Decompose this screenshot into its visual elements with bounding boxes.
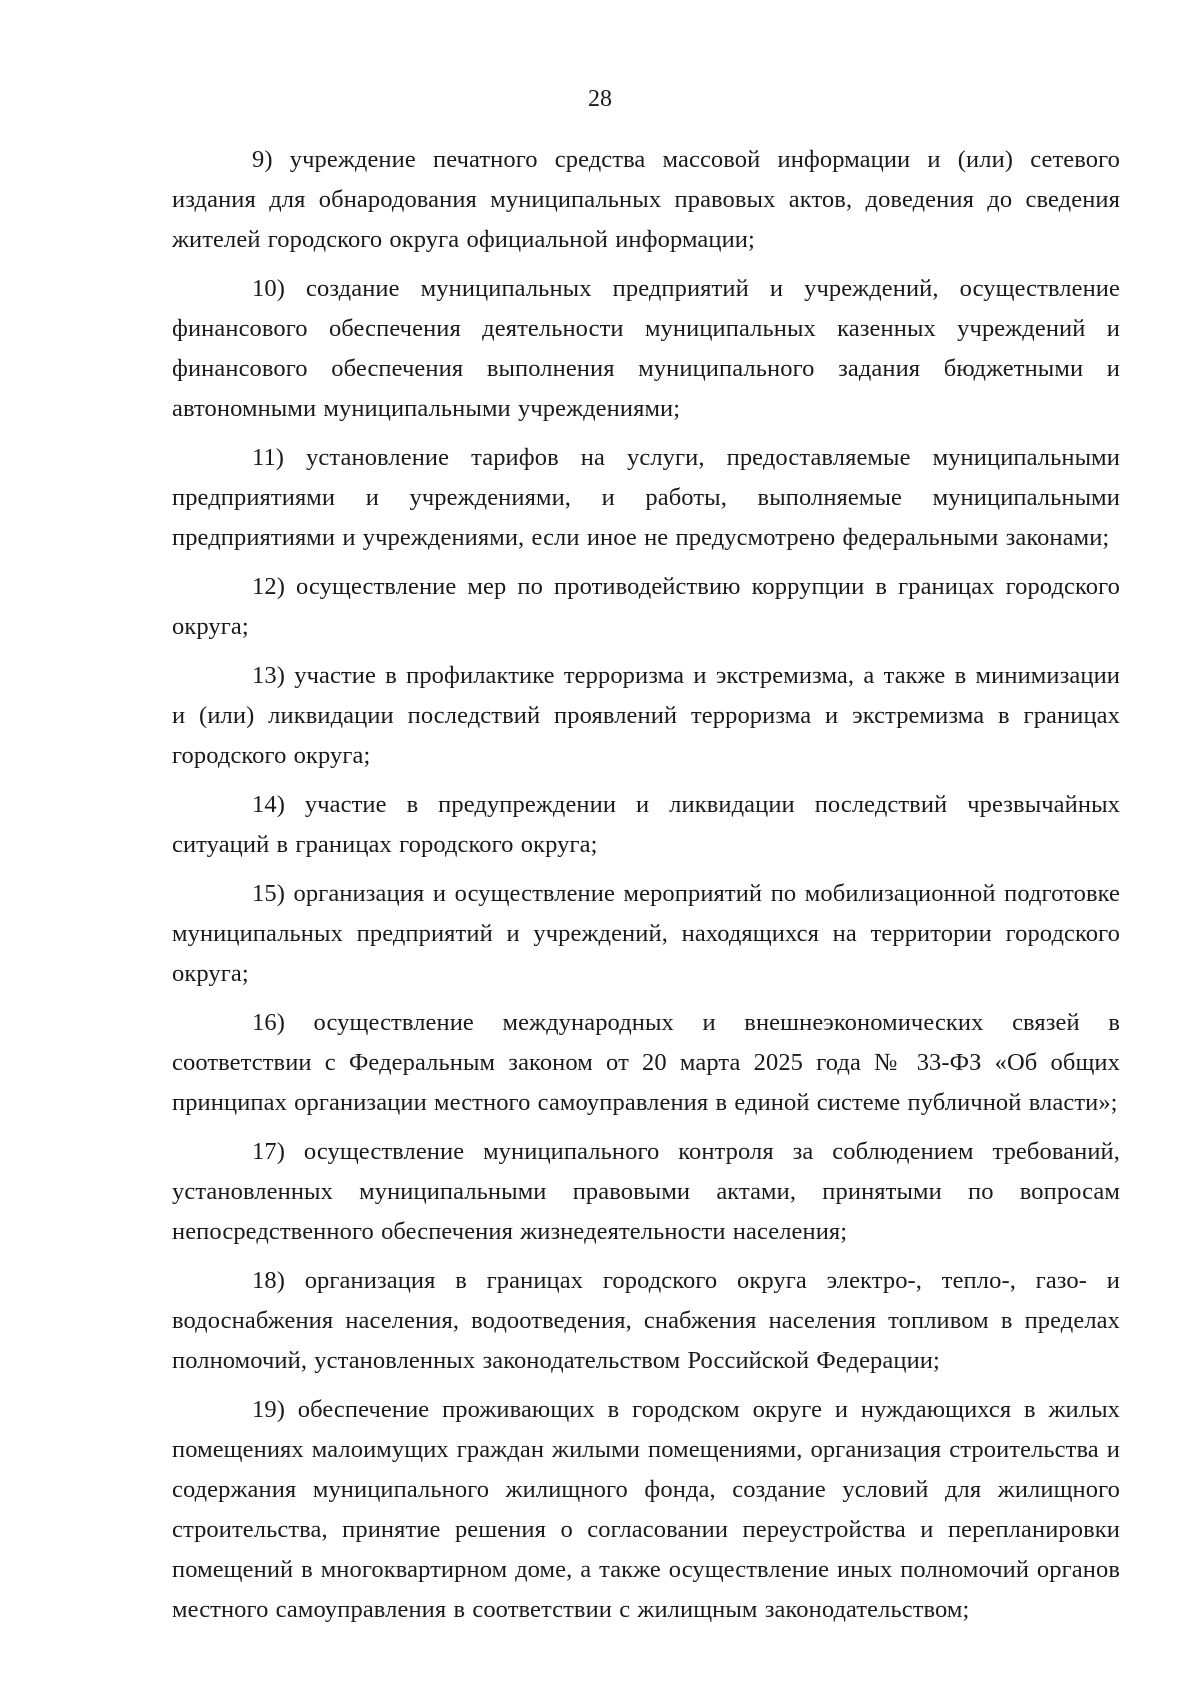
document-body (172, 140, 1120, 1639)
list-item-10: 10) создание муниципальных предприятий и учреждений, осуществление финансового обеспечения деятельности муниципальных казенных учреждений и финансового обеспечения выполнения муниципального задания бюджетными и автономными муниципальными учреждениями; (172, 275, 1120, 422)
list-item-13: 13) участие в профилактике терроризма и экстремизма, а также в минимизации и (или) ликвидации последствий проявлений терроризма и экстремизма в границах городского округа; (172, 662, 1120, 769)
list-item-9: 9) учреждение печатного средства массовой информации и (или) сетевого издания для обнародования муниципальных правовых актов, доведения до сведения жителей городского округа официальной информации; (172, 146, 1120, 253)
list-item-19: 19) обеспечение проживающих в городском округе и нуждающихся в жилых помещениях малоимущих граждан жилыми помещениями, организация строительства и содержания муниципального жилищного фонда, создание условий для жилищного строительства, принятие решения о согласовании переустройства и перепланировки помещений в многоквартирном доме, а также осуществление иных полномочий органов местного самоуправления в соответствии с жилищным законодательством; (172, 1396, 1120, 1623)
list-item-17: 17) осуществление муниципального контроля за соблюдением требований, установленных муниципальными правовыми актами, принятыми по вопросам непосредственного обеспечения жизнедеятельности населения; (172, 1138, 1120, 1245)
list-item-11: 11) установление тарифов на услуги, предоставляемые муниципальными предприятиями и учреждениями, и работы, выполняемые муниципальными предприятиями и учреждениями, если иное не предусмотрено федеральными законами; (172, 444, 1120, 551)
page-number: 28 (588, 86, 612, 112)
list-item-14: 14) участие в предупреждении и ликвидации последствий чрезвычайных ситуаций в границах городского округа; (172, 791, 1120, 858)
list-item-16: 16) осуществление международных и внешнеэкономических связей в соответствии с Федеральным законом от 20 марта 2025 года № 33-ФЗ «Об общих принципах организации местного самоуправления в единой системе публичной власти»; (172, 1009, 1120, 1116)
list-item-18: 18) организация в границах городского округа электро-, тепло-, газо- и водоснабжения населения, водоотведения, снабжения населения топливом в пределах полномочий, установленных законодательством Российской Федерации; (172, 1267, 1120, 1374)
list-item-12: 12) осуществление мер по противодействию коррупции в границах городского округа; (172, 573, 1120, 640)
list-item-15: 15) организация и осуществление мероприятий по мобилизационной подготовке муниципальных предприятий и учреждений, находящихся на территории городского округа; (172, 880, 1120, 987)
